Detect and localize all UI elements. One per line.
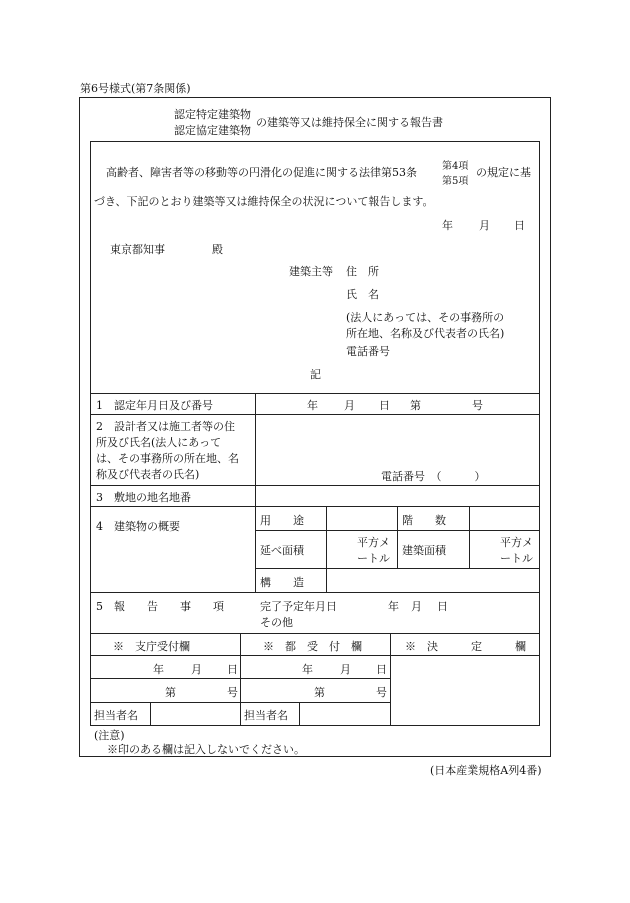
title-line1: 認定特定建築物	[174, 108, 251, 121]
report-date-day: 日	[514, 219, 525, 232]
intro-text-before: 高齢者、障害者等の移動等の円滑化の促進に関する法律第53条	[106, 166, 417, 179]
branch-date-year: 年	[153, 663, 164, 676]
branch-number-go: 号	[227, 686, 238, 699]
decision-header: ※ 決 定 欄	[405, 640, 526, 653]
branch-office-header: ※ 支庁受付欄	[113, 640, 190, 653]
row4-use-label: 用 途	[260, 514, 304, 527]
metro-number-go: 号	[376, 686, 387, 699]
report-date-month: 月	[479, 219, 490, 232]
ki-marker: 記	[310, 368, 321, 381]
owner-label: 建築主等	[289, 265, 333, 278]
row4-floors-label: 階 数	[402, 514, 446, 527]
row1-label	[96, 397, 248, 413]
table-top-line	[90, 393, 540, 394]
row5-other-label: その他	[260, 616, 293, 629]
row4-col-c	[469, 506, 470, 568]
metro-date-year: 年	[302, 663, 313, 676]
branch-date-month: 月	[191, 663, 202, 676]
row2-bottom-line	[90, 485, 540, 486]
row4-unit-a1: 平方メ	[357, 536, 390, 549]
addressee-name: 東京都知事	[110, 243, 165, 256]
row1-dai: 第	[410, 399, 421, 412]
intro-text-after: の規定に基	[476, 166, 531, 179]
row4-unit-a2: ートル	[357, 552, 390, 565]
row5-completion-label: 完了予定年月日	[260, 600, 337, 613]
office-person-divider-1	[150, 702, 151, 726]
row4-structure-label: 構 造	[260, 576, 304, 589]
row4-unit-b1: 平方メ	[500, 536, 533, 549]
title-line2: 認定協定建築物	[174, 124, 251, 137]
row1-year: 年	[307, 399, 318, 412]
office-person-divider-2	[299, 702, 300, 726]
branch-date-day: 日	[227, 663, 238, 676]
addressee-honorific: 殿	[212, 243, 223, 256]
branch-number-dai: 第	[165, 686, 176, 699]
row4-col-a	[326, 506, 327, 592]
report-date-year: 年	[442, 219, 453, 232]
row1-go: 号	[472, 399, 483, 412]
office-header-bottom-line	[90, 655, 540, 656]
row1-bottom-line	[90, 414, 540, 415]
owner-phone-label: 電話番号	[346, 345, 390, 358]
owner-corp-note-1: (法人にあっては、その事務所の	[346, 311, 505, 324]
row1-month: 月	[344, 399, 355, 412]
metro-number-dai: 第	[314, 686, 325, 699]
metro-person-label: 担当者名	[244, 709, 288, 722]
owner-address-label: 住 所	[346, 265, 379, 278]
branch-person-label: 担当者名	[94, 709, 138, 722]
row3-label: 3 敷地の地名地番	[96, 491, 191, 504]
row4-building-area-label: 建築面積	[402, 544, 446, 557]
row4-unit-b2: ートル	[500, 552, 533, 565]
footer-paper-size: (日本産業規格A列4番)	[430, 764, 542, 777]
owner-name-label: 氏 名	[346, 288, 379, 301]
row2-label-line4: 称及び代表者の氏名)	[96, 468, 200, 481]
note-heading: (注意)	[94, 729, 125, 742]
form-number: 第6号様式(第7条関係)	[80, 82, 191, 95]
intro-clause-4: 第4項	[442, 161, 469, 172]
row3-bottom-line	[90, 506, 540, 507]
row2-label-line1: 2 設計者又は施工者等の住	[96, 420, 235, 433]
row2-label-line3: は、その事務所の所在地、名	[96, 452, 239, 465]
office-col-2	[390, 633, 391, 726]
row5-year: 年	[388, 600, 399, 613]
intro-line2: づき、下記のとおり建築等又は維持保全の状況について報告します。	[94, 195, 434, 208]
intro-clause-5: 第5項	[442, 176, 469, 187]
office-col-1	[240, 633, 241, 726]
metro-date-month: 月	[340, 663, 351, 676]
row5-bottom-line	[90, 633, 540, 634]
metro-office-header: ※ 都 受 付 欄	[263, 640, 362, 653]
row2-label-line2: 所及び氏名(法人にあって	[96, 436, 222, 449]
row4-bottom-line	[90, 592, 540, 593]
title-suffix: の建築等又は維持保全に関する報告書	[256, 116, 443, 129]
row5-day: 日	[437, 600, 448, 613]
row4-col-b	[397, 506, 398, 568]
note-body: ※印のある欄は記入しないでください。	[107, 743, 305, 756]
row4-sub2-line	[255, 568, 540, 569]
label-column-divider	[255, 393, 256, 593]
row5-month: 月	[411, 600, 422, 613]
row1-day: 日	[379, 399, 390, 412]
row4-label: 4 建築物の概要	[96, 520, 180, 533]
metro-date-day: 日	[376, 663, 387, 676]
row5-label: 5 報 告 事 項	[96, 600, 224, 613]
row1-label-text: 1 認定年月日及び番号	[96, 399, 213, 412]
row4-total-area-label: 延べ面積	[260, 544, 304, 557]
owner-corp-note-2: 所在地、名称及び代表者の氏名)	[346, 327, 505, 340]
row2-phone: 電話番号 （ ）	[381, 470, 486, 483]
